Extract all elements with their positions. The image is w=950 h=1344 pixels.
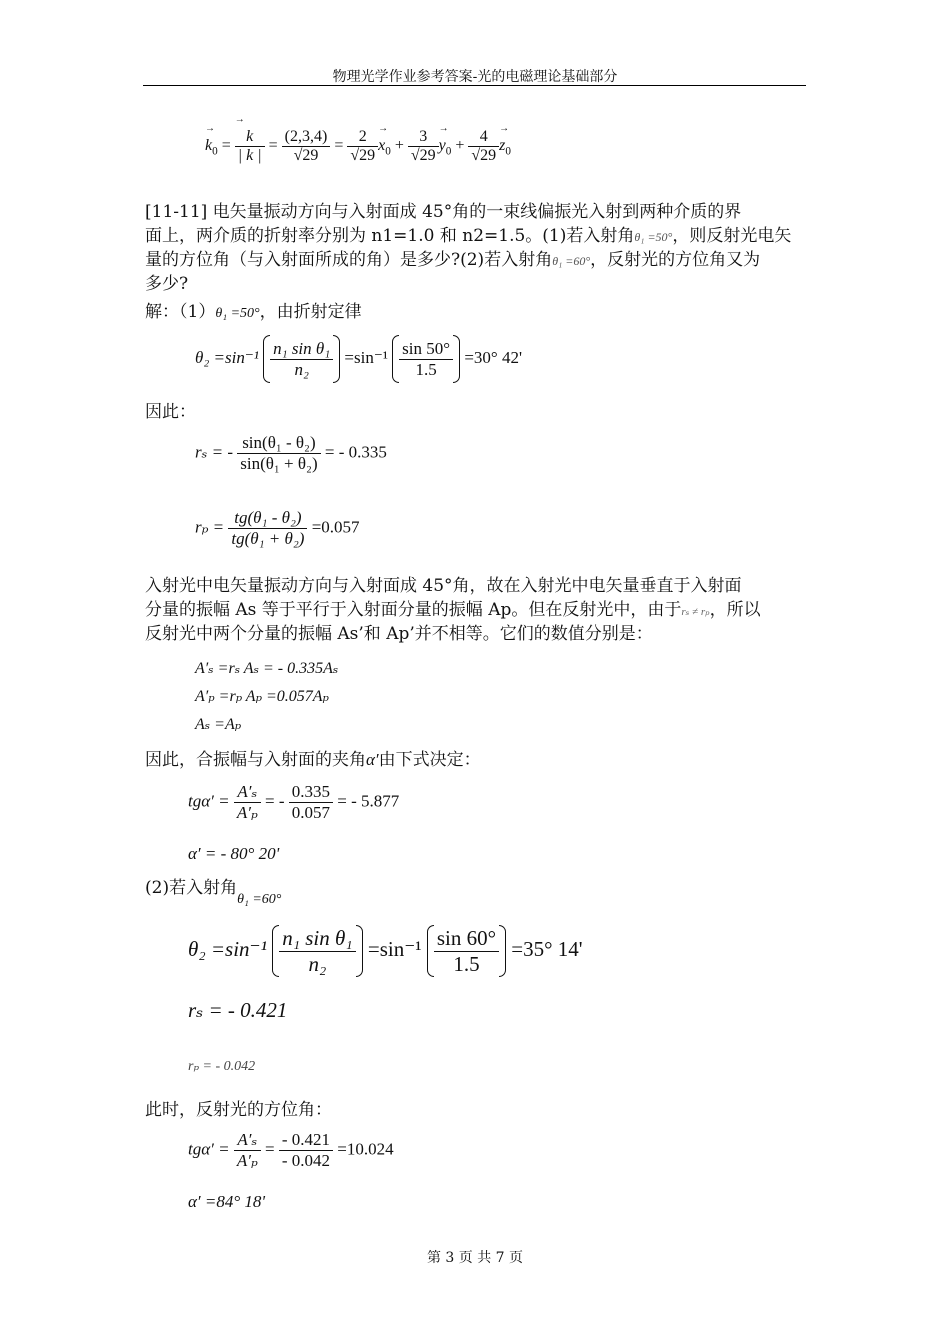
- theta1-eq-50: θ₁ =50°: [215, 306, 260, 321]
- rs-neq-rp: rₛ ≠ rₚ: [681, 606, 710, 618]
- alpha-result-2: α′ =84° 18': [188, 1192, 266, 1211]
- solution-lead: [145, 300, 362, 326]
- then-text: 此时，反射光的方位角：: [145, 1100, 332, 1120]
- theta1-inline-60: θ₁ =60°: [552, 254, 591, 268]
- header-rule: [143, 85, 806, 86]
- para1-line-3: 反射光中两个分量的振幅 As’和 Ap’并不相等。它们的数值分别是：: [145, 624, 653, 644]
- tga-den2: 0.057: [291, 803, 330, 822]
- z0-unit: → z: [499, 137, 505, 154]
- eq-sign-2: =: [268, 137, 278, 155]
- equation-theta2: [195, 335, 522, 383]
- para1-line-2: [145, 598, 761, 624]
- problem-line-2b: ，则反射光电矢: [672, 226, 792, 246]
- t2-left-paren: [272, 925, 279, 977]
- part2-theta: θ₁ =60°: [237, 892, 282, 907]
- tga-num: A′ₛ: [234, 782, 261, 803]
- frac-4-sqrt29: [468, 128, 499, 165]
- equation-rs: [195, 433, 387, 474]
- tgb-mid: =: [265, 1139, 275, 1159]
- rp-den: tg(θ₁ + θ₂): [231, 529, 305, 548]
- therefore-2: [145, 748, 481, 772]
- eq-sign-3: =: [334, 137, 344, 155]
- tgb-den2: - 0.042: [281, 1151, 331, 1170]
- plus-1: +: [394, 137, 404, 155]
- theta2-mid: =sin⁻¹: [344, 347, 388, 367]
- frac-den: | k |: [237, 147, 262, 164]
- equation-tg-alpha-2: [188, 1130, 394, 1171]
- t2-result: =35° 14': [511, 936, 583, 961]
- theta2-result: =30° 42': [464, 347, 523, 367]
- frac-den-sqrt29: √29: [293, 147, 319, 164]
- frac-0335: [289, 782, 333, 823]
- frac-den-b: √29: [410, 147, 436, 164]
- alpha-result-1: α′ = - 80° 20': [188, 844, 280, 863]
- frac-den-c: √29: [471, 147, 497, 164]
- problem-line-2: [145, 224, 791, 249]
- z0-sub: 0: [505, 145, 511, 158]
- rs-den: sin(θ₁ + θ₂): [240, 454, 318, 473]
- frac-num-2: 2: [347, 128, 378, 147]
- problem-line-2a: 面上，两介质的折射率分别为 n1=1.0 和 n2=1.5。(1)若入射角: [145, 226, 635, 246]
- rs-part2: rₛ = - 0.421: [188, 998, 288, 1022]
- equation-theta2-part2: [188, 925, 583, 977]
- para1-line-2a: 分量的振幅 As 等于平行于入射面分量的振幅 Ap。但在反射光中，由于: [145, 600, 682, 620]
- frac-rs: [237, 433, 320, 474]
- tgb-result: =10.024: [337, 1139, 394, 1159]
- theta2-den2: 1.5: [415, 359, 437, 379]
- right-paren: [333, 335, 340, 383]
- tga-mid: = -: [265, 791, 285, 811]
- x0-sub: 0: [385, 145, 391, 158]
- equation-k0: [205, 128, 511, 165]
- tgb-den: A′ₚ: [236, 1151, 258, 1170]
- theta1-inline-50: θ₁ =50°: [634, 230, 673, 244]
- frac-num: → k: [235, 128, 265, 147]
- t2-lhs: θ₂ =sin⁻¹: [188, 936, 267, 961]
- frac-den-a: √29: [350, 147, 376, 164]
- rp-lhs: rₚ =: [195, 517, 225, 537]
- t2-num2: sin 60°: [434, 926, 499, 952]
- para1-line-1: 入射光中电矢量振动方向与入射面成 45°角，故在入射光中电矢量垂直于入射面: [145, 576, 742, 596]
- frac-0421: [279, 1130, 333, 1171]
- k0-symbol: → k: [205, 137, 212, 154]
- plus-2: +: [455, 137, 465, 155]
- equation-as: A′ₛ =rₛ Aₛ = - 0.335Aₛ: [195, 660, 339, 677]
- left-paren-2: [392, 335, 399, 383]
- k0-subscript: 0: [212, 145, 218, 158]
- part2-lead-text: (2)若入射角: [145, 878, 238, 898]
- left-paren: [263, 335, 270, 383]
- y0-unit: → y: [439, 137, 446, 154]
- alpha-symbol: α′: [366, 750, 379, 769]
- rs-result: = - 0.335: [324, 442, 387, 462]
- y0-sub: 0: [445, 145, 452, 158]
- tgb-lhs: tgα′ =: [188, 1139, 230, 1159]
- frac-sin50: [399, 339, 453, 380]
- frac-3-sqrt29: [408, 128, 439, 165]
- frac-2-sqrt29: [347, 128, 378, 165]
- theta2-lhs: θ₂ =sin⁻¹: [195, 347, 259, 367]
- page-header: 物理光学作业参考答案-光的电磁理论基础部分: [332, 69, 618, 85]
- rp-result: =0.057: [311, 517, 360, 537]
- frac-t2: [279, 926, 355, 977]
- problem-line-3b: ，反射光的方位角又为: [590, 250, 761, 270]
- frac-sin60: [434, 926, 499, 977]
- therefore-1: 因此：: [145, 402, 196, 422]
- frac-as-ap: [234, 782, 261, 823]
- rs-num: sin(θ₁ - θ₂): [237, 433, 320, 454]
- t2-right-paren-2: [499, 925, 506, 977]
- equation-tg-alpha: [188, 782, 399, 823]
- equation-ap: A′ₚ =rₚ Aₚ =0.057Aₚ: [195, 688, 329, 705]
- right-paren-2: [453, 335, 460, 383]
- theta2-num2: sin 50°: [399, 339, 453, 360]
- tgb-num: A′ₛ: [234, 1130, 261, 1151]
- t2-mid: =sin⁻¹: [367, 936, 422, 961]
- therefore-2a: 因此，合振幅与入射面的夹角: [145, 750, 366, 770]
- t2-den: n₂: [308, 951, 327, 976]
- tga-lhs: tgα′ =: [188, 791, 230, 811]
- problem-line-3a: 量的方位角（与入射面所成的角）是多少?(2)若入射角: [145, 250, 553, 270]
- t2-num: n₁ sin θ₁: [279, 926, 355, 952]
- problem-line-1: [11-11] 电矢量振动方向与入射面成 45°角的一束线偏振光入射到两种介质的界: [145, 202, 742, 222]
- frac-234: [282, 128, 331, 165]
- rp-num: tg(θ₁ - θ₂): [228, 508, 307, 529]
- theta2-num: n₁ sin θ₁: [270, 339, 333, 360]
- page-footer: 第 3 页 共 7 页: [426, 1250, 524, 1266]
- frac-k-over-abs-k: [235, 128, 265, 165]
- solution-lead-text-2: ，由折射定律: [259, 302, 362, 322]
- theta2-den: n₂: [294, 359, 309, 379]
- equation-as-ap: Aₛ =Aₚ: [195, 716, 242, 733]
- solution-lead-text: 解：（1）: [145, 302, 216, 322]
- rs-lhs: rₛ = -: [195, 442, 233, 462]
- rp-part2: rₚ = - 0.042: [188, 1059, 256, 1074]
- para1-line-2b: ，所以: [709, 600, 761, 620]
- equation-rp: [195, 508, 360, 549]
- t2-den2: 1.5: [453, 951, 480, 976]
- problem-line-3: [145, 248, 760, 273]
- x0-unit: → x: [378, 137, 385, 154]
- frac-as-ap-2: [234, 1130, 261, 1171]
- eq-sign: =: [221, 137, 231, 155]
- therefore-2b: 由下式决定：: [378, 750, 481, 770]
- frac-num-4: 4: [468, 128, 499, 147]
- frac-num-234: (2,3,4): [282, 128, 331, 147]
- tga-den: A′ₚ: [236, 803, 258, 822]
- frac-num-3: 3: [408, 128, 439, 147]
- tgb-num2: - 0.421: [279, 1130, 333, 1151]
- problem-line-4: 多少?: [145, 274, 189, 294]
- frac-n1sin-n2: [270, 339, 333, 380]
- frac-rp: [228, 508, 307, 549]
- tga-num2: 0.335: [289, 782, 333, 803]
- t2-left-paren-2: [427, 925, 434, 977]
- tga-result: = - 5.877: [337, 791, 400, 811]
- t2-right-paren: [356, 925, 363, 977]
- part2-lead: [145, 876, 282, 907]
